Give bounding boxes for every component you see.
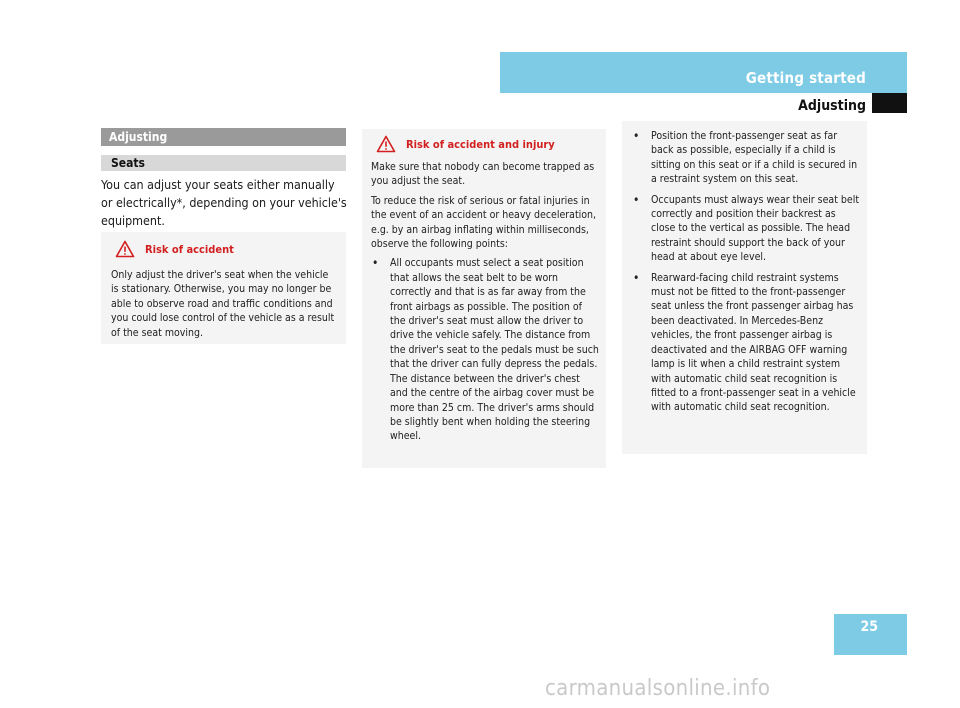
warning-triangle-icon [376, 135, 396, 153]
warning-header [376, 135, 600, 153]
bullet-list [632, 129, 861, 415]
section-title: Adjusting [798, 98, 866, 114]
warning-title: Risk of accident and injury [406, 137, 555, 151]
list-item: • Rearward-facing child restraint systems must not be fitted to the front-passenger seat unless the front passenger airbag has been deactivated. In Mercedes-Benz vehicles, the front passenger airbag is deactivated and the AIRBAG OFF warning lamp is lit when a child restraint system with automatic child seat recognition is fitted to a front-passenger seat in a vehicle with automatic child seat recognition. [632, 271, 861, 415]
warning-box-continued [622, 121, 867, 454]
intro-paragraph: You can adjust your seats either manually or electrically*, depending on your vehicle's equipment. [101, 177, 347, 228]
section-heading: Adjusting [101, 128, 346, 146]
list-item: • Position the front-passenger seat as far back as possible, especially if a child is sitting on this seat or if a child is secured in a restraint system on this seat. [632, 129, 861, 187]
warning-paragraph: To reduce the risk of serious or fatal injuries in the event of an accident or heavy deceleration, e.g. by an airbag inflating within milliseconds, observe the following points: [371, 194, 597, 251]
warning-header [115, 240, 338, 258]
warning-box-injury [362, 129, 606, 468]
list-item: • All occupants must select a seat position that allows the seat belt to be worn correctly and that is as far away from the front airbags as possible. The position of the driver's seat must allow the driver to drive the vehicle safely. The distance from the driver's seat to the pedals must be such that the driver can fully depress the pedals. The distance between the driver's chest and the centre of the airbag cover must be more than 25 cm. The driver's arms should be slightly bent when holding the steering wheel. [371, 256, 600, 443]
warning-triangle-icon [115, 240, 135, 258]
header-marker [872, 93, 907, 113]
warning-text: Only adjust the driver's seat when the vehicle is stationary. Otherwise, you may no longer be able to observe road and traffic conditions and you could lose control of the vehicle as a result of the seat moving. [111, 269, 335, 339]
subsection-heading: Seats [101, 155, 346, 171]
page-number: 25 [860, 619, 878, 635]
watermark: carmanualsonline.info [545, 676, 771, 701]
warning-title: Risk of accident [145, 242, 234, 256]
warning-box-accident [101, 232, 346, 344]
bullet-list [371, 256, 600, 443]
list-item: • Occupants must always wear their seat belt correctly and position their backrest as close to the vertical as possible. The head restraint should support the back of your head at about eye level. [632, 193, 861, 265]
chapter-title: Getting started [745, 69, 866, 87]
warning-paragraph: Make sure that nobody can become trapped as you adjust the seat. [371, 161, 595, 188]
